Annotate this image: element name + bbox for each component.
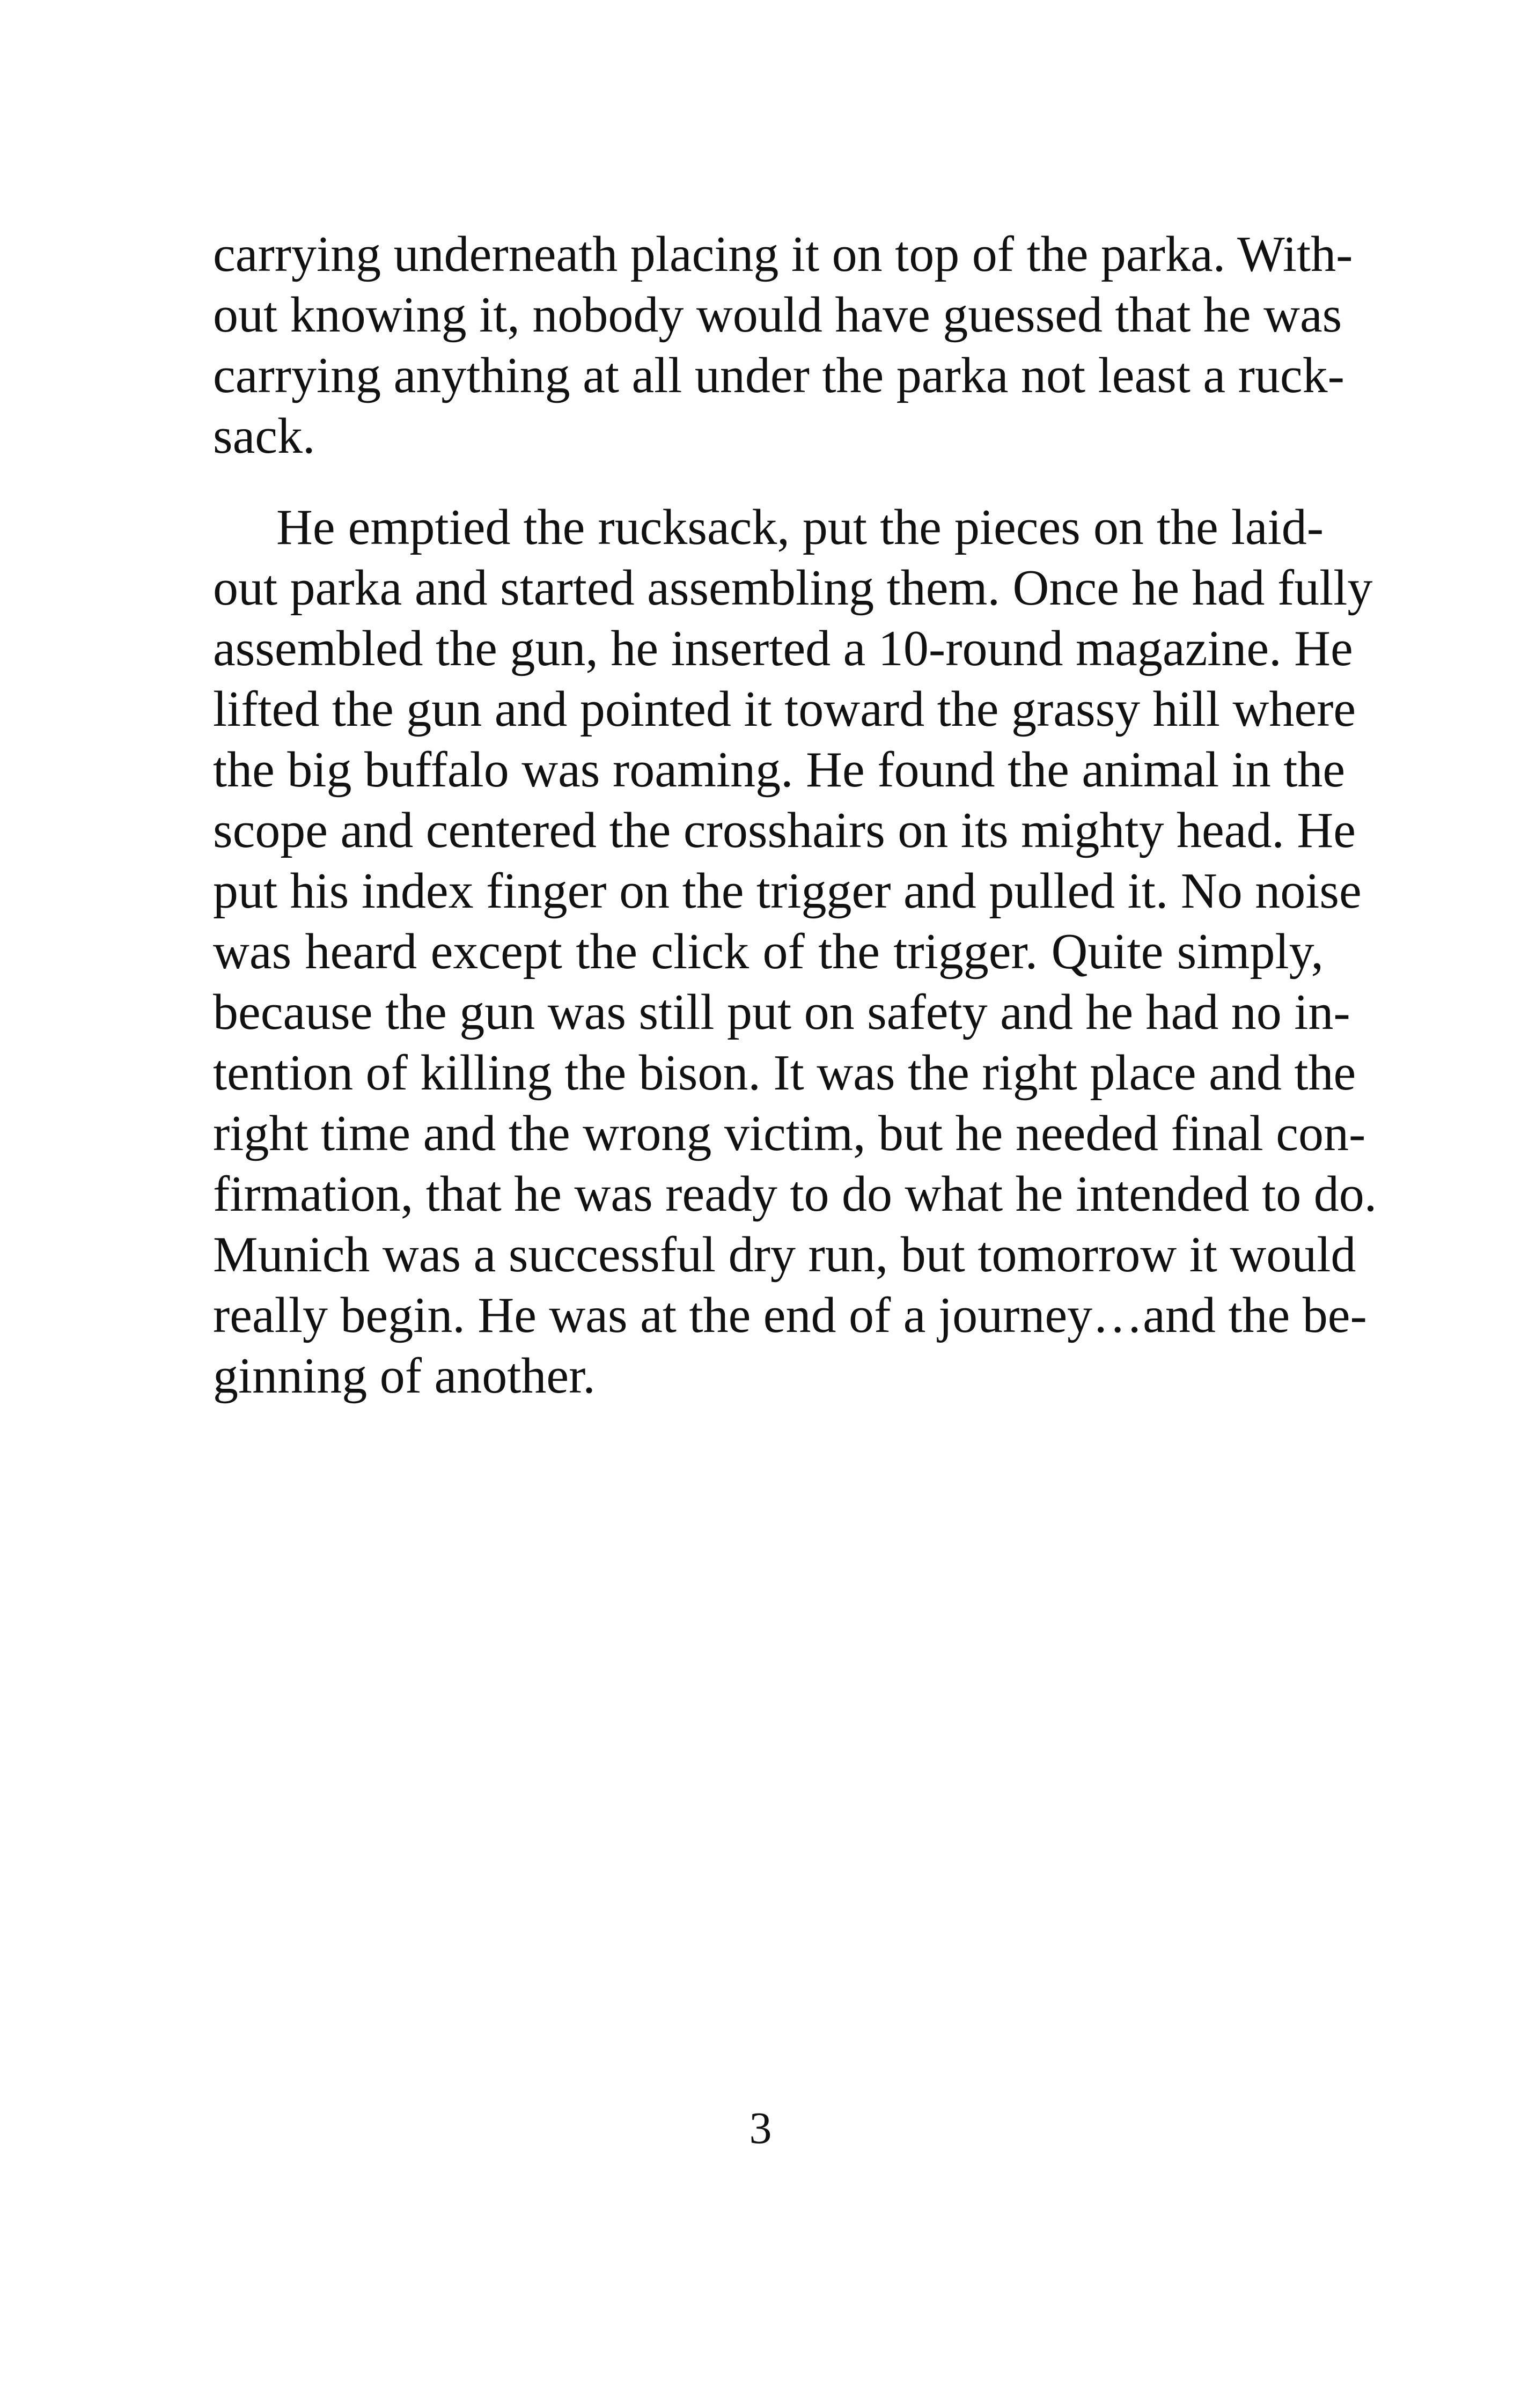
text-line: out parka and started assembling them. Once he had fully [213,560,1373,616]
text-line: tention of killing the bison. It was the right place and the [213,1045,1356,1101]
text-line: sack. [213,408,315,464]
text-line: ginning of another. [213,1348,596,1404]
text-line: Munich was a successful dry run, but tomorrow it would [213,1227,1356,1283]
text-line: really begin. He was at the end of a journey…and the be- [213,1287,1367,1343]
text-line: scope and centered the crosshairs on its mighty head. He [213,802,1356,858]
page-body [213,224,1377,1406]
text-line: because the gun was still put on safety and he had no in- [213,984,1350,1040]
text-line: the big buffalo was roaming. He found the animal in the [213,742,1346,798]
text-line: firmation, that he was ready to do what he intended to do. [213,1166,1377,1222]
text-line: out knowing it, nobody would have guessed that he was [213,287,1342,343]
text-line: right time and the wrong victim, but he needed final con- [213,1106,1366,1161]
text-line: carrying underneath placing it on top of the parka. With- [213,226,1353,282]
paragraph-1 [213,224,1353,467]
page-number: 3 [749,2103,772,2153]
paragraph-2 [213,497,1377,1406]
text-line: lifted the gun and pointed it toward the grassy hill where [213,681,1356,737]
text-line: was heard except the click of the trigger. Quite simply, [213,924,1324,980]
text-line: carrying anything at all under the parka not least a ruck- [213,348,1344,403]
text-line: He emptied the rucksack, put the pieces on the laid- [276,499,1324,555]
text-line: put his index finger on the trigger and pulled it. No noise [213,863,1362,919]
text-line: assembled the gun, he inserted a 10-round magazine. He [213,621,1353,676]
